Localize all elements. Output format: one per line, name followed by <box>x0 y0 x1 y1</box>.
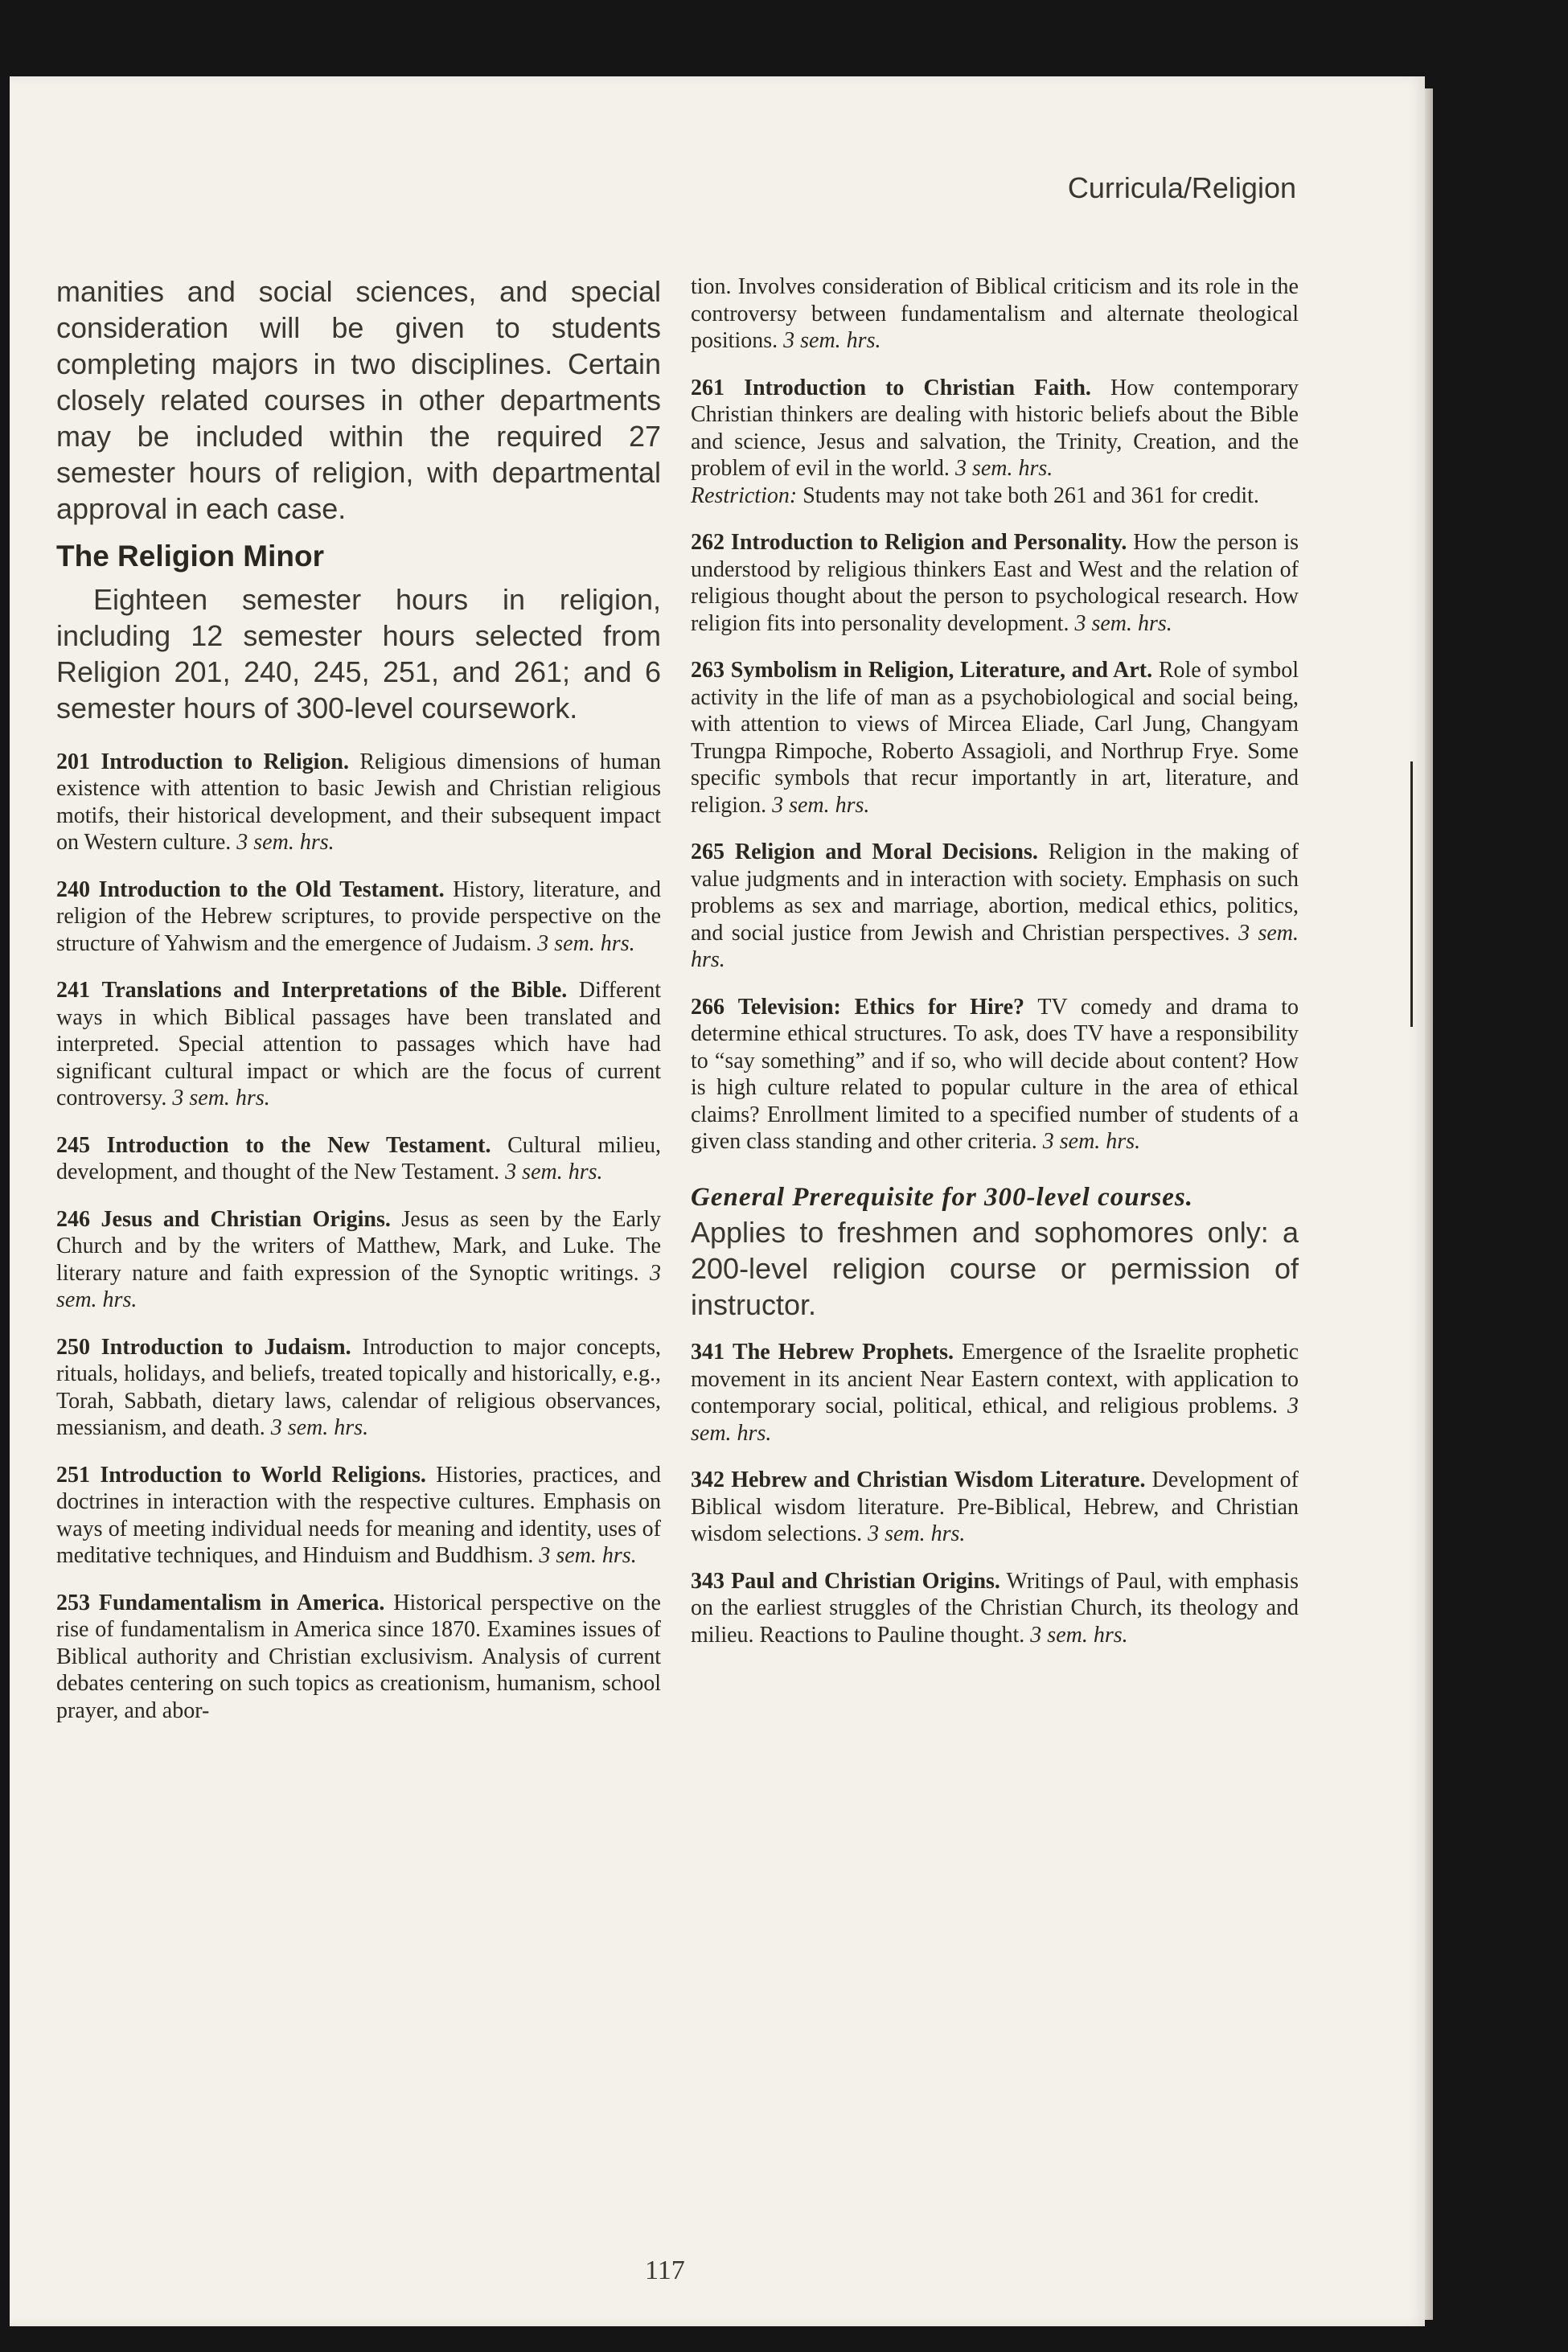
course-hours: 3 sem. hrs. <box>691 920 1299 972</box>
course-number: 241 <box>56 978 90 1003</box>
course-entry-261 <box>691 375 1299 510</box>
course-continuation <box>691 273 1299 355</box>
course-title: Introduction to World Religions. <box>100 1462 426 1488</box>
general-prerequisite-body: Applies to freshmen and sophomores only: a 200-level religion course or permission of instructor. <box>691 1216 1299 1321</box>
course-number: 245 <box>56 1132 90 1158</box>
course-description: Historical perspective on the rise of fundamentalism in America since 1870. Examines issues of Biblical authority and Christian exclusivism. Analysis of current debates centering on such topics as creationism, humanism, school prayer, and abor- <box>56 1590 661 1723</box>
course-entry-343 <box>691 1568 1299 1649</box>
right-column <box>691 273 1299 1669</box>
course-entry-342 <box>691 1467 1299 1548</box>
course-description: Different ways in which Biblical passages have been translated and interpreted. Special attention to passages which have had significant cultural impact or which are the focus of current controversy. <box>56 978 662 1110</box>
course-hours: 3 sem. hrs. <box>783 328 881 353</box>
course-hours: 3 sem. hrs. <box>1030 1622 1128 1648</box>
course-number: 342 <box>691 1467 724 1492</box>
course-title: Paul and Christian Origins. <box>731 1568 1000 1594</box>
course-number: 250 <box>56 1334 90 1360</box>
course-description: Introduction to major concepts, rituals, holidays, and beliefs, treated topically and historically, e.g., Torah, Sabbath, dietary laws, calendar of religious observances, messianism, and death. <box>56 1334 662 1440</box>
course-number: 343 <box>691 1568 724 1594</box>
course-description: How the person is understood by religious thinkers East and West and the relation of religious thought about the person to psychological research. How religion fits into personality development. <box>691 530 1299 636</box>
left-course-list <box>56 749 661 1725</box>
course-hours: 3 sem. hrs. <box>772 792 870 818</box>
course-entry-201 <box>56 749 661 856</box>
page-edge <box>1425 88 1433 2320</box>
course-description: Religion in the making of value judgments and in interaction with society. Emphasis on such problems as sex and marriage, abortion, medical ethics, politics, and social justice from Jewish and Christian perspectives. <box>691 839 1299 946</box>
course-description: How contemporary Christian thinkers are dealing with historic beliefs about the Bible and science, Jesus and salvation, the Trinity, Creation, and the problem of evil in the world. <box>691 375 1299 481</box>
running-head-subsection: /Religion <box>1183 171 1296 204</box>
course-number: 266 <box>691 994 724 1020</box>
course-number: 341 <box>691 1340 724 1365</box>
course-hours: 3 sem. hrs. <box>539 1543 637 1568</box>
course-number: 261 <box>691 375 724 400</box>
general-prerequisite-heading: General Prerequisite for 300-level courses. <box>691 1182 1193 1212</box>
course-title: Translations and Interpretations of the Bible. <box>101 978 568 1003</box>
course-title: Introduction to the New Testament. <box>106 1132 491 1158</box>
course-hours: 3 sem. hrs. <box>505 1160 603 1184</box>
page-number: 117 <box>645 2256 685 2285</box>
course-title: Introduction to Judaism. <box>101 1334 351 1360</box>
course-entry-250 <box>56 1334 661 1442</box>
course-description: Cultural milieu, development, and thought of the New Testament. <box>56 1132 662 1184</box>
course-hours: 3 sem. hrs. <box>236 830 335 855</box>
restriction-label: Restriction: <box>691 482 798 508</box>
course-entry-262 <box>691 529 1299 637</box>
intro-continuation: manities and social sciences, and special consideration will be given to students completing majors in two disciplines. Certain closely related courses in other departments may be included within the required 27 semester hours of religion, with departmental approval in each case. <box>56 275 661 525</box>
course-title: The Hebrew Prophets. <box>733 1340 954 1365</box>
catalog-page <box>10 76 1425 2326</box>
course-description: Writings of Paul, with emphasis on the earliest struggles of the Christian Church, its theology and milieu. Reactions to Pauline thought. <box>691 1568 1299 1648</box>
course-number: 263 <box>691 658 724 683</box>
course-description: Religious dimensions of human existence with attention to basic Jewish and Christian religious motifs, their historical development, and their subsequent impact on Western culture. <box>56 749 661 855</box>
course-title: Fundamentalism in America. <box>98 1590 385 1615</box>
minor-heading: The Religion Minor <box>56 540 324 573</box>
course-title: Introduction to Religion. <box>101 749 350 774</box>
course-number: 262 <box>691 530 724 555</box>
right-course-list-b <box>691 1339 1299 1648</box>
course-number: 246 <box>56 1206 90 1232</box>
course-title: Symbolism in Religion, Literature, and Art. <box>730 658 1153 683</box>
course-entry-241 <box>56 977 661 1112</box>
continuation-text: tion. Involves consideration of Biblical criticism and its role in the controversy between fundamentalism and alternate theological positions. <box>691 274 1299 353</box>
course-title: Introduction to Christian Faith. <box>744 375 1091 400</box>
course-description: Histories, practices, and doctrines in interaction with the respective cultures. Emphasis on ways of meeting individual needs for meaning and identity, uses of meditative techniques, and Hinduism and Buddhism. <box>56 1462 661 1568</box>
course-hours: 3 sem. hrs. <box>537 930 635 956</box>
course-hours: 3 sem. hrs. <box>954 456 1053 481</box>
restriction-text: Students may not take both 261 and 361 for credit. <box>802 482 1259 508</box>
course-description: History, literature, and religion of the Hebrew scriptures, to provide perspective on the structure of Yahwism and the emergence of Judaism. <box>56 876 662 956</box>
course-entry-251 <box>56 1462 661 1570</box>
course-hours: 3 sem. hrs. <box>172 1086 270 1110</box>
course-description: Role of symbol activity in the life of man as a psychobiological and social being, with attention to views of Mircea Eliade, Carl Jung, Changyam Trungpa Rimpoche, Roberto Assagioli, and Northrup Frye. Some specific symbols that recur importantly in art, literature, and religion. <box>691 658 1299 818</box>
running-head-section: Curricula <box>1067 171 1184 204</box>
course-description: Development of Biblical wisdom literature. Pre-Biblical, Hebrew, and Christian wisdom selections. <box>691 1467 1299 1546</box>
course-hours: 3 sem. hrs. <box>56 1260 662 1312</box>
left-column <box>56 273 661 1744</box>
course-title: Jesus and Christian Origins. <box>101 1206 391 1232</box>
course-number: 253 <box>56 1590 90 1615</box>
course-number: 240 <box>56 876 90 902</box>
course-number: 201 <box>56 749 90 774</box>
margin-rule <box>1410 761 1413 1027</box>
course-hours: 3 sem. hrs. <box>691 1394 1299 1446</box>
course-hours: 3 sem. hrs. <box>868 1521 966 1546</box>
course-title: Television: Ethics for Hire? <box>737 994 1025 1020</box>
course-entry-263 <box>691 657 1299 819</box>
right-course-list-a <box>691 375 1299 1155</box>
course-entry-246 <box>56 1206 661 1314</box>
course-title: Introduction to the Old Testament. <box>98 876 445 902</box>
minor-description: Eighteen semester hours in religion, including 12 semester hours selected from Religion 201, 240, 245, 251, and 261; and 6 semester hours of 300-level coursework. <box>56 582 661 724</box>
course-entry-240 <box>56 876 661 958</box>
course-description: TV comedy and drama to determine ethical structures. To ask, does TV have a responsibility to “say something” and if so, who will decide about content? How is high culture related to popular culture in the area of ethical claims? Enrollment limited to a specified number of students of a given class standing and other criteria. <box>691 994 1299 1154</box>
course-hours: 3 sem. hrs. <box>1074 610 1172 636</box>
course-title: Introduction to Religion and Personality. <box>730 530 1127 555</box>
course-entry-245 <box>56 1132 661 1186</box>
course-title: Religion and Moral Decisions. <box>734 839 1038 864</box>
course-entry-266 <box>691 994 1299 1155</box>
course-title: Hebrew and Christian Wisdom Literature. <box>731 1467 1146 1492</box>
course-entry-341 <box>691 1339 1299 1447</box>
course-hours: 3 sem. hrs. <box>1042 1129 1141 1154</box>
course-number: 265 <box>691 839 724 864</box>
course-description: Emergence of the Israelite prophetic movement in its ancient Near Eastern context, with application to contemporary social, political, ethical, and religious problems. <box>691 1340 1299 1418</box>
course-number: 251 <box>56 1462 90 1488</box>
running-head <box>1068 171 1296 205</box>
course-description: Jesus as seen by the Early Church and by the writers of Matthew, Mark, and Luke. The literary nature and faith expression of the Synoptic writings. <box>56 1206 662 1286</box>
course-entry-265 <box>691 839 1299 974</box>
course-hours: 3 sem. hrs. <box>270 1415 369 1440</box>
course-entry-253 <box>56 1590 661 1725</box>
